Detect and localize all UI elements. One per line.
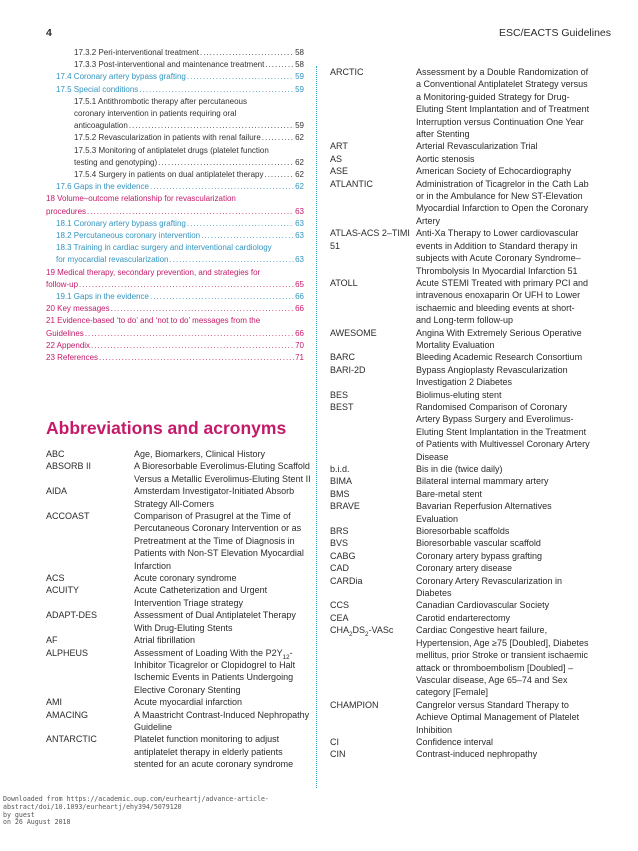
toc-entry[interactable]: [46, 352, 304, 364]
toc-entry-label: 17.3.3 Post-interventional and maintenance treatment: [74, 60, 265, 70]
abbreviation-row: [46, 584, 314, 609]
abbreviation-term: AWESOME: [330, 327, 377, 338]
abbreviation-term: ABSORB II: [46, 461, 92, 472]
toc-leader-dots: [99, 352, 294, 364]
abbreviation-definition: Arterial Revascularization Trial: [416, 141, 538, 152]
abbreviation-row: [330, 699, 592, 736]
page-number: 4: [46, 27, 52, 39]
abbreviation-definition: Bavarian Reperfusion Alternatives Evaluation: [416, 501, 552, 524]
toc-page-number: 65: [295, 279, 304, 289]
abbreviation-row: [46, 448, 314, 460]
toc-leader-dots: [187, 71, 294, 83]
toc-entry-label: 20 Key messages: [46, 304, 110, 314]
toc-entry-label: 17.5.4 Surgery in patients on dual antiplatelet therapy: [74, 170, 264, 180]
toc-page-number: 62: [295, 133, 304, 143]
toc-entry[interactable]: [46, 84, 304, 96]
abbreviation-term: ACS: [46, 573, 65, 584]
toc-entry-label: anticoagulation: [74, 121, 128, 131]
abbreviation-row: [330, 140, 592, 152]
abbreviation-term: $CHA_2DS_2$-VASc: [330, 625, 394, 639]
abbreviation-list-right: [330, 66, 592, 761]
abbreviation-term: AIDA: [46, 486, 68, 497]
abbreviation-definition: Coronary artery disease: [416, 563, 513, 574]
abbreviation-term: ABC: [46, 449, 65, 459]
toc-entry[interactable]: [46, 267, 304, 291]
toc-entry-label: 17.3.2 Peri-interventional treatment: [74, 48, 199, 57]
abbreviation-definition: Assessment of Dual Antiplatelet Therapy With Drug-Eluting Stents: [134, 610, 296, 633]
abbreviation-definition: Atrial fibrillation: [134, 635, 196, 646]
abbreviation-term: ACCOAST: [46, 511, 90, 522]
toc-leader-dots: [170, 254, 295, 266]
abbreviation-term: ATLANTIC: [330, 178, 373, 189]
abbreviation-definition: Assessment of Loading With the $P2Y_{12}$-Inhibitor Ticagrelor or Clopidogrel to Halt Ischemic Events in Patients Undergoing Elective Coronary Stenting: [134, 647, 296, 695]
toc-leader-dots: [187, 218, 294, 230]
toc-page-number: 63: [295, 218, 304, 228]
toc-leader-dots: [129, 120, 294, 132]
toc-page-number: 59: [295, 72, 304, 82]
toc-entry-label: 17.5 Special conditions: [56, 84, 139, 94]
abbreviation-term: ADAPT-DES: [46, 610, 98, 621]
abbreviation-term: ATOLL: [330, 277, 358, 288]
toc-entry-label: 18.2 Percutaneous coronary intervention: [56, 231, 201, 241]
abbreviation-term: ANTARCTIC: [46, 734, 97, 745]
table-of-contents: [46, 47, 304, 364]
toc-entry[interactable]: [46, 315, 304, 339]
abbreviation-definition: Bioresorbable scaffolds: [416, 526, 510, 537]
abbreviation-row: [330, 525, 592, 537]
abbreviation-row: [46, 460, 314, 485]
abbreviation-row: [330, 537, 592, 549]
toc-page-number: 66: [295, 304, 304, 314]
abbreviation-list-left: [46, 448, 314, 771]
abbreviation-term: ART: [330, 141, 348, 152]
toc-leader-dots: [265, 59, 294, 71]
abbreviation-definition: Cangrelor versus Standard Therapy to Achieve Optimal Management of Platelet Inhibition: [416, 699, 580, 735]
abbreviation-row: [330, 364, 592, 389]
abbreviation-row: [46, 634, 314, 646]
abbreviation-term: AS: [330, 153, 343, 164]
abbreviation-term: ASE: [330, 166, 349, 177]
abbreviation-definition: Contrast-induced nephropathy: [416, 749, 538, 760]
footer-line: by guest: [3, 810, 35, 819]
abbreviation-definition: Aortic stenosis: [416, 153, 475, 164]
toc-entry-label: Guidelines: [46, 328, 84, 338]
abbreviation-row: [330, 562, 592, 574]
toc-entry-label: testing and genotyping): [74, 157, 158, 167]
toc-page-number: 63: [295, 206, 304, 216]
abbreviation-row: [330, 599, 592, 611]
toc-entry[interactable]: [46, 193, 304, 217]
abbreviation-term: CHAMPION: [330, 699, 379, 710]
abbreviation-term: ALPHEUS: [46, 647, 89, 658]
abbreviation-definition: Randomised Comparison of Coronary Artery Bypass Surgery and Everolimus-Eluting Stent Implantation in the Treatment of Patients with Multivessel Coronary Artery Disease: [416, 401, 590, 462]
abbreviation-definition: Bioresorbable vascular scaffold: [416, 538, 541, 549]
abbreviation-row: [46, 709, 314, 734]
abbreviation-definition: Cardiac Congestive heart failure, Hypertension, Age ≥75 [Doubled], Diabetes mellitus, prior Stroke or transient ischaemic attack or thromboembolism [Doubled] – Vascular disease, Age 65–74 and Sex category [Female]: [416, 625, 589, 698]
toc-entry[interactable]: [46, 218, 304, 230]
toc-leader-dots: [79, 279, 294, 291]
abbreviation-definition: Carotid endarterectomy: [416, 612, 511, 623]
abbreviation-row: [330, 575, 592, 600]
toc-entry[interactable]: [46, 47, 304, 59]
toc-page-number: 62: [295, 170, 304, 180]
toc-entry-label: 17.6 Gaps in the evidence: [56, 182, 149, 192]
toc-page-number: 70: [295, 340, 304, 350]
abbreviation-definition: Bypass Angioplasty Revascularization Investigation 2 Diabetes: [416, 364, 568, 388]
abbreviation-definition: American Society of Echocardiography: [416, 166, 572, 177]
abbreviation-row: [46, 510, 314, 572]
abbreviation-row: [330, 153, 592, 165]
abbreviation-row: [330, 178, 592, 228]
abbreviation-definition: Coronary Artery Revascularization in Diabetes: [416, 575, 563, 599]
toc-leader-dots: [87, 206, 294, 218]
toc-entry-label: 18.1 Coronary artery bypass grafting: [56, 218, 186, 228]
toc-page-number: 62: [295, 157, 304, 167]
abbreviation-term: BVS: [330, 538, 349, 549]
toc-entry-label: procedures: [46, 206, 87, 216]
abbreviation-term: BMS: [330, 488, 350, 499]
toc-entry[interactable]: [46, 340, 304, 352]
abbreviation-definition: Acute Catheterization and Urgent Intervention Triage strategy: [134, 585, 268, 608]
abbreviation-row: [330, 488, 592, 500]
abbreviation-row: [330, 227, 592, 277]
abbreviation-row: [330, 463, 592, 475]
journal-title: ESC/EACTS Guidelines: [498, 27, 611, 39]
abbreviation-term: CI: [330, 736, 339, 747]
abbreviation-definition: Assessment by a Double Randomization of a Conventional Antiplatelet Strategy versus a Monitoring-guided Strategy for Drug-Eluting Stent Implantation and of Treatment Interruption versus Continuation One Year after Stenting: [416, 67, 590, 140]
toc-leader-dots: [200, 47, 294, 59]
abbreviation-row: [46, 696, 314, 708]
abbreviation-term: b.i.d.: [330, 464, 350, 474]
abbreviation-definition: Amsterdam Investigator-Initiated Absorb Strategy All-Comers: [134, 486, 295, 509]
toc-page-number: 63: [295, 255, 304, 265]
abbreviation-row: [46, 572, 314, 584]
toc-page-number: 66: [295, 328, 304, 338]
toc-leader-dots: [85, 328, 294, 340]
abbreviation-definition: Comparison of Prasugrel at the Time of Percutaneous Coronary Intervention or as Pretreatment at the Time of Diagnosis in Patients with Non-ST Elevation Myocardial Infarction: [134, 511, 304, 571]
toc-entry[interactable]: [46, 71, 304, 83]
abbreviation-definition: Biolimus-eluting stent: [416, 389, 502, 400]
toc-entry-label: follow-up: [46, 279, 79, 289]
abbreviation-definition: A Bioresorbable Everolimus-Eluting Scaffold Versus a Metallic Everolimus-Eluting Stent II: [134, 461, 311, 484]
abbreviation-term: ACUITY: [46, 585, 80, 596]
toc-entry-label: 17.4 Coronary artery bypass grafting: [56, 72, 186, 82]
abbreviation-definition: Bleeding Academic Research Consortium: [416, 352, 583, 363]
toc-page-number: 66: [295, 292, 304, 302]
toc-page-number: 58: [295, 60, 304, 70]
abbreviation-row: [330, 624, 592, 698]
abbreviation-term: ARCTIC: [330, 67, 364, 77]
toc-entry[interactable]: [46, 59, 304, 71]
abbreviation-row: [330, 165, 592, 177]
toc-entry-label: for myocardial revascularization: [56, 255, 169, 265]
abbreviation-term: BRS: [330, 526, 349, 537]
abbreviation-row: [330, 736, 592, 748]
toc-page-number: 71: [295, 353, 304, 363]
abbreviation-term: BES: [330, 389, 349, 400]
footer-line: Downloaded from https://academic.oup.com/eurheartj/advance-article-abstract/doi/10.1093/eurheartj/ehy394/5079120: [3, 795, 269, 811]
toc-entry[interactable]: [46, 181, 304, 193]
toc-entry-label: 19 Medical therapy, secondary prevention, and strategies for: [46, 267, 261, 277]
abbreviation-term: AMACING: [46, 709, 89, 720]
abbreviation-term: CIN: [330, 749, 346, 760]
column-divider: [316, 66, 317, 788]
toc-entry-label: 18.3 Training in cardiac surgery and interventional cardiology: [56, 243, 272, 253]
toc-leader-dots: [150, 291, 294, 303]
toc-entry-label: 17.5.1 Antithrombotic therapy after percutaneous: [74, 96, 247, 106]
toc-leader-dots: [139, 84, 294, 96]
toc-entry-label: coronary intervention in patients requiring oral: [74, 109, 237, 119]
abbreviation-row: [330, 277, 592, 327]
abbreviation-term: ATLAS-ACS 2–TIMI 51: [330, 228, 410, 251]
running-header: [46, 27, 611, 43]
abbreviation-row: [330, 475, 592, 487]
abbreviation-row: [46, 733, 314, 770]
abbreviation-term: CAD: [330, 563, 350, 574]
abbreviation-term: BARC: [330, 352, 356, 363]
toc-leader-dots: [111, 303, 295, 315]
abbreviation-term: CCS: [330, 600, 350, 611]
abbreviation-row: [46, 485, 314, 510]
abbreviation-row: [330, 401, 592, 463]
abbreviation-definition: Age, Biomarkers, Clinical History: [134, 449, 266, 459]
toc-entry[interactable]: [46, 230, 304, 242]
abbreviation-row: [330, 327, 592, 352]
abbreviation-row: [330, 351, 592, 363]
abbreviation-row: [46, 609, 314, 634]
abbreviation-term: BIMA: [330, 476, 353, 487]
abbreviation-definition: Platelet function monitoring to adjust antiplatelet therapy in elderly patients stented for an acute coronary syndrome: [134, 734, 294, 770]
toc-leader-dots: [264, 169, 294, 181]
abbreviation-definition: Angina With Extremely Serious Operative Mortality Evaluation: [416, 327, 582, 350]
toc-entry[interactable]: [46, 145, 304, 169]
abbreviation-definition: Bilateral internal mammary artery: [416, 476, 549, 487]
abbreviation-row: [330, 550, 592, 562]
abbreviation-term: BARI-2D: [330, 364, 366, 375]
abbreviation-row: [330, 748, 592, 760]
abbreviation-row: [330, 66, 592, 140]
toc-page-number: 58: [295, 48, 304, 57]
footer-line: on 26 August 2018: [3, 818, 71, 827]
toc-entry-label: 23 References: [46, 353, 99, 363]
abbreviation-term: BRAVE: [330, 501, 360, 512]
toc-page-number: 59: [295, 121, 304, 131]
abbreviation-definition: Acute coronary syndrome: [134, 573, 237, 584]
toc-leader-dots: [150, 181, 294, 193]
toc-entry-label: 17.5.3 Monitoring of antiplatelet drugs (platelet function: [74, 145, 269, 155]
toc-entry-label: 21 Evidence-based ‘to do’ and ‘not to do’ messages from the: [46, 316, 261, 326]
abbreviation-definition: Canadian Cardiovascular Society: [416, 600, 550, 611]
toc-leader-dots: [158, 157, 294, 169]
download-footer: [3, 796, 343, 827]
abbreviation-definition: Confidence interval: [416, 736, 494, 747]
abbreviation-row: [330, 612, 592, 624]
toc-entry-label: 22 Appendix: [46, 340, 91, 350]
toc-leader-dots: [262, 132, 294, 144]
toc-entry[interactable]: [46, 242, 304, 266]
abbreviation-definition: Bis in die (twice daily): [416, 464, 503, 474]
toc-leader-dots: [201, 230, 294, 242]
abbreviation-definition: A Maastricht Contrast-Induced Nephropathy Guideline: [134, 709, 310, 732]
abbreviation-term: AF: [46, 635, 58, 646]
abbreviation-definition: Acute STEMI Treated with primary PCI and intravenous enoxaparin Or UFH to Lower ischaemic and bleeding events at short- and Long-term follow-up: [416, 277, 589, 326]
toc-entry[interactable]: [46, 303, 304, 315]
abbreviation-definition: Administration of Ticagrelor in the Cath Lab or in the Ambulance for New ST-Elevation Myocardial Infarction to Open the Coronary Artery: [416, 178, 589, 226]
abbreviation-term: CARDia: [330, 575, 363, 586]
abbreviation-definition: Coronary artery bypass grafting: [416, 550, 543, 561]
toc-leader-dots: [91, 340, 294, 352]
section-title: Abbreviations and acronyms: [46, 418, 287, 438]
toc-page-number: 59: [295, 84, 304, 94]
toc-page-number: 63: [295, 231, 304, 241]
toc-entry-label: 17.5.2 Revascularization in patients with renal failure: [74, 133, 261, 143]
toc-entry-label: 19.1 Gaps in the evidence: [56, 292, 149, 302]
abbreviation-term: CEA: [330, 612, 349, 623]
toc-entry[interactable]: [46, 291, 304, 303]
abbreviation-row: [330, 389, 592, 401]
abbreviation-term: AMI: [46, 697, 63, 708]
abbreviation-definition: Acute myocardial infarction: [134, 697, 243, 708]
abbreviation-definition: Anti-Xa Therapy to Lower cardiovascular events in Addition to Standard therapy in subjects with Acute Coronary Syndrome–Thrombolysis In Myocardial Infarction 51: [416, 228, 581, 276]
toc-page-number: 62: [295, 182, 304, 192]
abbreviation-term: BEST: [330, 401, 354, 412]
abbreviation-row: [330, 500, 592, 525]
toc-entry[interactable]: [46, 169, 304, 181]
toc-entry-label: 18 Volume–outcome relationship for revascularization: [46, 194, 236, 204]
abbreviation-row: [46, 647, 314, 697]
toc-entry[interactable]: [46, 132, 304, 144]
toc-entry[interactable]: [46, 96, 304, 133]
abbreviation-definition: Bare-metal stent: [416, 488, 483, 499]
abbreviation-term: CABG: [330, 550, 356, 561]
